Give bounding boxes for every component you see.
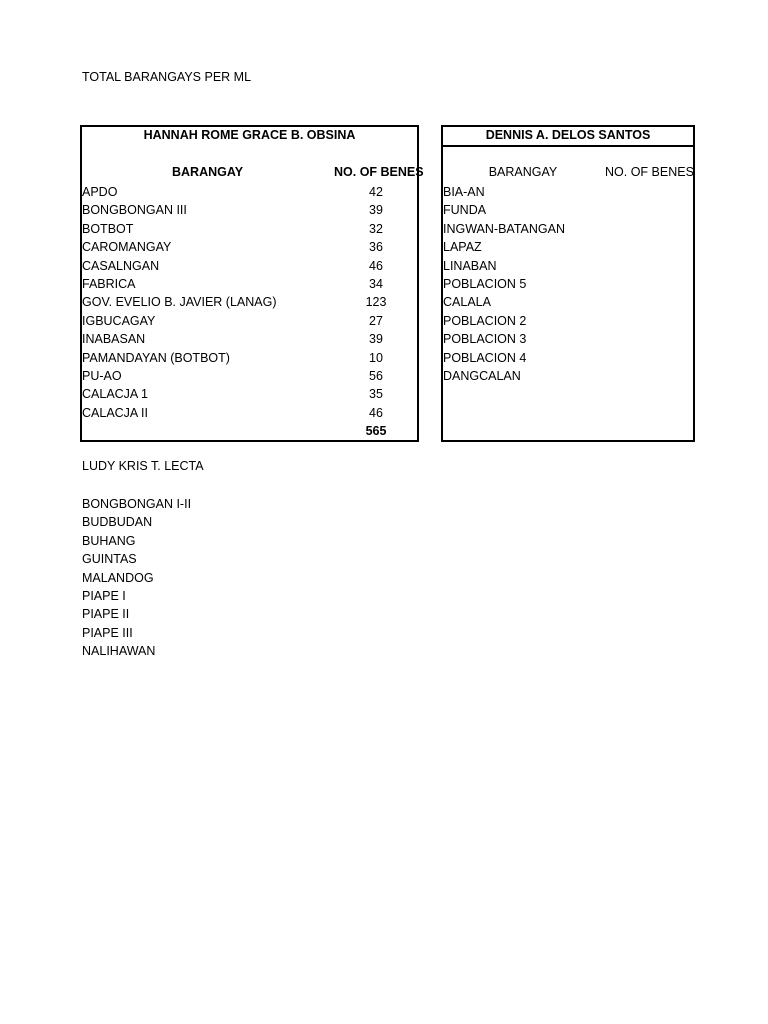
benes-count: 36 — [369, 240, 383, 255]
barangay-name: POBLACION 4 — [443, 350, 527, 365]
table-obsina-header: HANNAH ROME GRACE B. OBSINA — [143, 128, 356, 142]
benes-count: 46 — [369, 258, 383, 273]
section-lecta-header: LUDY KRIS T. LECTA — [82, 459, 204, 473]
total-benes: 565 — [365, 424, 387, 438]
benes-count: 27 — [369, 313, 383, 328]
barangay-name: DANGCALAN — [443, 369, 521, 383]
benes-count: 32 — [369, 221, 383, 236]
benes-count: 35 — [369, 387, 383, 402]
barangay-name: CALACJA 1 — [82, 387, 149, 402]
column-header-benes: NO. OF BENES — [334, 165, 424, 179]
benes-count: 39 — [369, 332, 383, 347]
benes-count: 39 — [369, 203, 383, 218]
barangay-name: PIAPE II — [82, 607, 130, 622]
benes-count: 56 — [369, 369, 383, 383]
barangay-name: CALACJA II — [82, 405, 148, 420]
barangay-name: LAPAZ — [443, 240, 482, 255]
column-header-benes: NO. OF BENES — [605, 165, 694, 179]
barangay-name: CASALNGAN — [82, 258, 160, 273]
barangay-name: BIA-AN — [443, 185, 485, 199]
barangay-name: GOV. EVELIO B. JAVIER (LANAG) — [82, 295, 277, 310]
barangay-name: FUNDA — [443, 203, 487, 218]
barangay-name: INGWAN-BATANGAN — [443, 221, 565, 236]
document-title: TOTAL BARANGAYS PER ML — [82, 70, 252, 84]
barangay-name: BUHANG — [82, 533, 136, 548]
barangay-name: PIAPE III — [82, 625, 133, 640]
barangay-name: CAROMANGAY — [82, 240, 172, 255]
barangay-name: BOTBOT — [82, 221, 134, 236]
barangay-name: POBLACION 5 — [443, 277, 527, 291]
barangay-name: PU-AO — [82, 369, 122, 383]
benes-count: 123 — [365, 295, 387, 310]
benes-count: 10 — [369, 350, 383, 365]
barangay-name: PAMANDAYAN (BOTBOT) — [82, 350, 230, 365]
benes-count: 42 — [369, 185, 383, 199]
barangay-name: IGBUCAGAY — [82, 313, 156, 328]
barangay-name: POBLACION 3 — [443, 332, 527, 347]
benes-count: 34 — [369, 277, 383, 291]
barangay-name: MALANDOG — [82, 570, 154, 585]
table-delos-santos — [441, 125, 695, 442]
barangay-name: INABASAN — [82, 332, 146, 347]
barangay-name: LINABAN — [443, 258, 497, 273]
barangay-name: APDO — [82, 185, 118, 199]
barangay-name: FABRICA — [82, 277, 136, 291]
header-divider — [443, 145, 693, 147]
table-delos-santos-header: DENNIS A. DELOS SANTOS — [485, 128, 651, 142]
column-header-barangay: BARANGAY — [172, 165, 244, 179]
barangay-name: CALALA — [443, 295, 491, 310]
table-obsina — [80, 125, 424, 442]
barangay-name: BONGBONGAN III — [82, 203, 187, 218]
barangay-name: POBLACION 2 — [443, 313, 527, 328]
benes-count: 46 — [369, 405, 383, 420]
column-header-barangay: BARANGAY — [488, 165, 558, 179]
barangay-name: PIAPE I — [82, 589, 126, 603]
barangay-name: BONGBONGAN I-II — [82, 497, 192, 511]
barangay-name: GUINTAS — [82, 552, 137, 567]
barangay-name: BUDBUDAN — [82, 515, 153, 530]
barangay-name: NALIHAWAN — [82, 644, 156, 659]
